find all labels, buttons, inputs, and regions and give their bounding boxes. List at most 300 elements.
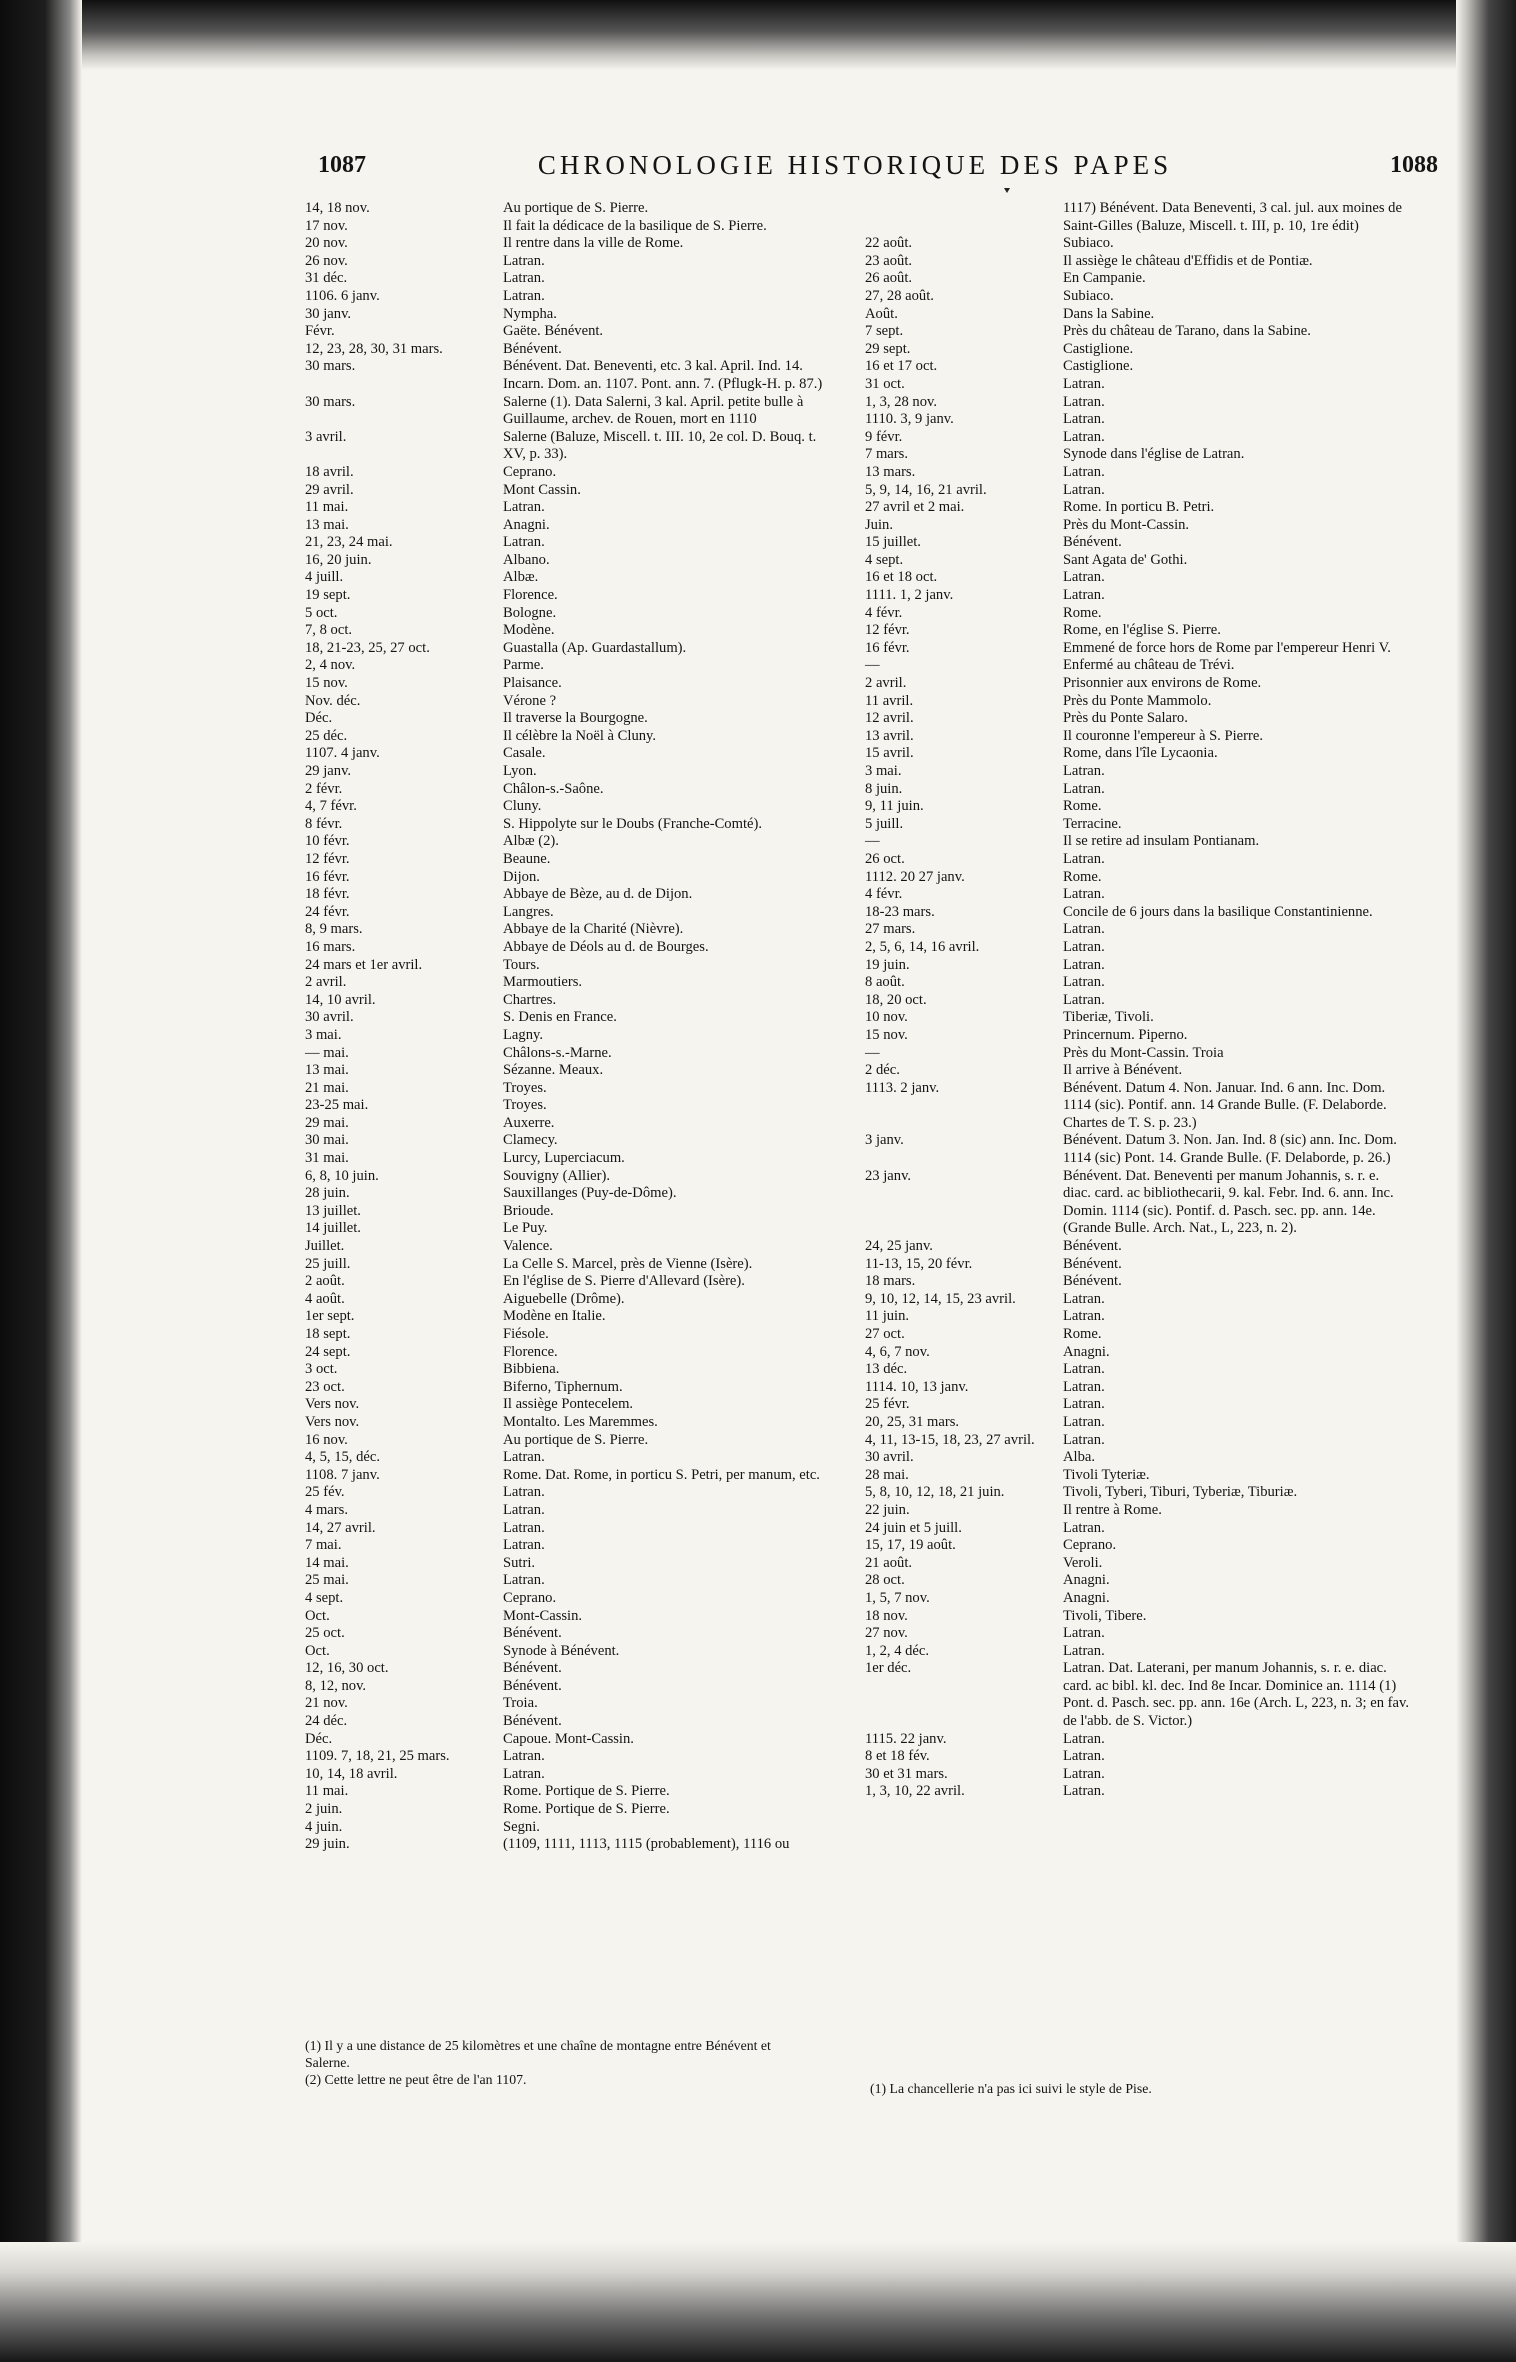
- entry-row: [865, 1308, 1410, 1326]
- entry-row: [305, 1115, 840, 1133]
- entry-row: [865, 411, 1410, 429]
- entry-date: 9, 10, 12, 14, 15, 23 avril.: [865, 1290, 1016, 1307]
- entry-place: Latran.: [1063, 1431, 1105, 1448]
- entry-row: [865, 869, 1410, 887]
- entry-row: [305, 1678, 840, 1696]
- entry-date: 19 sept.: [305, 587, 351, 604]
- entry-place: Latran.: [1063, 569, 1105, 586]
- entry-place: Latran.: [503, 252, 545, 269]
- entry-place: Beaune.: [503, 850, 551, 867]
- entry-row: [305, 1502, 840, 1520]
- entry-date: 2 août.: [305, 1273, 345, 1290]
- entry-row: [305, 1484, 840, 1502]
- entry-row: [305, 1748, 840, 1766]
- entry-date: 21 mai.: [305, 1079, 349, 1096]
- entry-date: 30 et 31 mars.: [865, 1765, 948, 1782]
- entry-place: Sauxillanges (Puy-de-Dôme).: [503, 1185, 677, 1202]
- entry-place: Latran.: [503, 534, 545, 551]
- entry-row: [305, 1379, 840, 1397]
- entry-place: Bénévent.: [503, 1713, 562, 1730]
- entry-date: 1109. 7, 18, 21, 25 mars.: [305, 1748, 450, 1765]
- entry-place: Latran.: [1063, 921, 1105, 938]
- entry-row: [305, 1608, 840, 1626]
- entry-date: Oct.: [305, 1642, 330, 1659]
- entry-row: [865, 1449, 1410, 1467]
- entry-place: Bénévent.: [1063, 1273, 1122, 1290]
- footnote: (1) Il y a une distance de 25 kilomètres et une chaîne de montagne entre Bénévent et Salerne.: [305, 2038, 771, 2070]
- entry-place: (1109, 1111, 1113, 1115 (probablement), 1116 ou: [503, 1836, 790, 1853]
- entry-row: [305, 816, 840, 834]
- entry-place: Bénévent.: [503, 1677, 562, 1694]
- entry-date: Oct.: [305, 1607, 330, 1624]
- entry-date: Nov. déc.: [305, 692, 361, 709]
- entry-place: Latran.: [1063, 393, 1105, 410]
- entry-place: Troyes.: [503, 1079, 547, 1096]
- entry-date: 25 oct.: [305, 1625, 345, 1642]
- entry-row: [305, 1396, 840, 1414]
- entry-row: [305, 693, 840, 711]
- entry-date: 16 févr.: [305, 868, 350, 885]
- entry-row: [865, 1132, 1410, 1167]
- entry-date: 15 nov.: [865, 1026, 908, 1043]
- entry-row: [865, 323, 1410, 341]
- entry-row: [305, 1537, 840, 1555]
- entry-place: Il célèbre la Noël à Cluny.: [503, 727, 657, 744]
- entry-place: Guastalla (Ap. Guardastallum).: [503, 639, 687, 656]
- entry-date: 11 avril.: [865, 692, 914, 709]
- entry-row: [305, 957, 840, 975]
- entry-place: Sézanne. Meaux.: [503, 1062, 604, 1079]
- entry-place: Castiglione.: [1063, 358, 1134, 375]
- entry-row: [305, 1590, 840, 1608]
- entry-date: 1115. 22 janv.: [865, 1730, 947, 1747]
- entry-place: Au portique de S. Pierre.: [503, 1431, 649, 1448]
- entry-row: [305, 1695, 840, 1713]
- entry-place: Lagny.: [503, 1026, 543, 1043]
- entry-date: 27 mars.: [865, 921, 916, 938]
- entry-place: Rome. Portique de S. Pierre.: [503, 1801, 670, 1818]
- entry-row: [305, 587, 840, 605]
- entry-date: 21 août.: [865, 1554, 913, 1571]
- entry-row: [865, 1555, 1410, 1573]
- entry-place: Bénévent. Dat. Beneventi per manum Johannis, s. r. e. diac. card. ac bibliothecarii, 9. kal. Febr. Ind. 6. ann. Inc. Domin. 1114 (sic). Pontif. d. Pasch. sec. pp. ann. 14e. (Grande Bulle. Arch. Nat., L, 223, n. 2).: [1063, 1167, 1394, 1237]
- entry-place: Clamecy.: [503, 1132, 558, 1149]
- entry-date: 7 mars.: [865, 446, 908, 463]
- entry-place: Tours.: [503, 956, 540, 973]
- entry-row: [305, 640, 840, 658]
- entry-place: Albæ (2).: [503, 833, 559, 850]
- entry-row: [865, 270, 1410, 288]
- footnote: (1) La chancellerie n'a pas ici suivi le style de Pise.: [870, 2081, 1152, 2096]
- footnotes-right: [870, 2080, 1410, 2097]
- entry-date: 27, 28 août.: [865, 287, 934, 304]
- entry-row: [865, 1731, 1410, 1749]
- entry-date: 11 juin.: [865, 1308, 910, 1325]
- entry-date: 5 juill.: [865, 815, 904, 832]
- entry-row: [305, 1220, 840, 1238]
- entry-row: [865, 886, 1410, 904]
- right-column: [865, 200, 1410, 1801]
- entry-date: 3 janv.: [865, 1132, 904, 1149]
- entry-place: Le Puy.: [503, 1220, 548, 1237]
- entry-row: [865, 1608, 1410, 1626]
- entry-place: Ceprano.: [503, 1589, 557, 1606]
- entry-date: 1106. 6 janv.: [305, 287, 380, 304]
- entry-date: 13 mai.: [305, 1062, 349, 1079]
- entry-place: Châlon-s.-Saône.: [503, 780, 604, 797]
- entry-place: Castiglione.: [1063, 340, 1134, 357]
- entry-place: Rome.: [1063, 868, 1102, 885]
- entry-row: [305, 657, 840, 675]
- entry-place: Prisonnier aux environs de Rome.: [1063, 675, 1262, 692]
- entry-row: [865, 1467, 1410, 1485]
- entry-place: Latran.: [1063, 780, 1105, 797]
- entry-date: 1er sept.: [305, 1308, 355, 1325]
- entry-row: [865, 816, 1410, 834]
- entry-row: [865, 482, 1410, 500]
- entry-place: Langres.: [503, 903, 554, 920]
- entry-place: Rome.: [1063, 604, 1102, 621]
- entry-row: [865, 904, 1410, 922]
- entry-place: Nympha.: [503, 305, 557, 322]
- entry-date: 28 oct.: [865, 1572, 905, 1589]
- entry-date: 9, 11 juin.: [865, 798, 924, 815]
- entry-row: [305, 1291, 840, 1309]
- entry-place: Latran.: [1063, 850, 1105, 867]
- entry-place: S. Hippolyte sur le Doubs (Franche-Comté).: [503, 815, 762, 832]
- entry-date: 3 mai.: [305, 1026, 342, 1043]
- entry-place: Capoue. Mont-Cassin.: [503, 1730, 634, 1747]
- entry-date: 31 oct.: [865, 375, 905, 392]
- entry-row: [865, 1238, 1410, 1256]
- entry-place: Latran.: [1063, 375, 1105, 392]
- entry-date: Vers nov.: [305, 1396, 360, 1413]
- entry-row: [305, 622, 840, 640]
- entry-place: Il traverse la Bourgogne.: [503, 710, 648, 727]
- entry-place: Latran. Dat. Laterani, per manum Johannis, s. r. e. diac. card. ac bibl. kl. dec. Ind 8e Incar. Dominice an. 1114 (1) Pont. d. Pasch. sec. pp. ann. 16e (Arch. L, 223, n. 3; en fav. de l'abb. de S. Victor.): [1063, 1660, 1409, 1730]
- entry-place: Souvigny (Allier).: [503, 1167, 611, 1184]
- entry-row: [305, 1731, 840, 1749]
- entry-row: [305, 200, 840, 218]
- entry-place: Tivoli, Tyberi, Tiburi, Tyberiæ, Tiburiæ.: [1063, 1484, 1298, 1501]
- entry-row: [865, 1344, 1410, 1362]
- entry-row: [865, 1590, 1410, 1608]
- entry-date: 22 juin.: [865, 1501, 910, 1518]
- entry-place: Latran.: [1063, 1308, 1105, 1325]
- entry-place: Emmené de force hors de Rome par l'empereur Henri V.: [1063, 639, 1391, 656]
- entry-row: [865, 306, 1410, 324]
- entry-place: Rome, dans l'île Lycaonia.: [1063, 745, 1218, 762]
- entry-place: Rome. Dat. Rome, in porticu S. Petri, per manum, etc.: [503, 1466, 820, 1483]
- entry-place: Subiaco.: [1063, 235, 1114, 252]
- entry-date: 1, 3, 10, 22 avril.: [865, 1783, 965, 1800]
- entry-row: [305, 1467, 840, 1485]
- entry-date: 22 août.: [865, 235, 913, 252]
- entry-row: [305, 904, 840, 922]
- scan-border-top: [0, 0, 1516, 70]
- entry-place: Aiguebelle (Drôme).: [503, 1290, 625, 1307]
- entry-date: 1108. 7 janv.: [305, 1466, 380, 1483]
- entry-date: 17 nov.: [305, 217, 348, 234]
- entry-place: Bénévent. Dat. Beneventi, etc. 3 kal. April. Ind. 14. Incarn. Dom. an. 1107. Pont. ann. 7. (Pflugk-H. p. 87.): [503, 358, 823, 392]
- entry-place: S. Denis en France.: [503, 1009, 617, 1026]
- entry-date: 7 sept.: [865, 323, 904, 340]
- entry-row: [305, 1555, 840, 1573]
- entry-row: [865, 1502, 1410, 1520]
- entry-row: [305, 605, 840, 623]
- entry-row: [865, 288, 1410, 306]
- entry-place: Bénévent.: [1063, 1238, 1122, 1255]
- entry-row: [865, 798, 1410, 816]
- entry-date: 16 et 17 oct.: [865, 358, 938, 375]
- entry-date: 24 déc.: [305, 1713, 348, 1730]
- entry-date: 29 janv.: [305, 763, 352, 779]
- entry-row: [865, 1256, 1410, 1274]
- entry-row: [305, 306, 840, 324]
- entry-row: [865, 745, 1410, 763]
- entry-place: Tivoli, Tibere.: [1063, 1607, 1147, 1624]
- entry-row: [865, 1080, 1410, 1133]
- entry-date: 1, 2, 4 déc.: [865, 1642, 930, 1659]
- entry-row: [865, 1326, 1410, 1344]
- entry-date: — mai.: [305, 1044, 349, 1061]
- entry-row: [865, 534, 1410, 552]
- entry-date: 12 févr.: [305, 850, 350, 867]
- entry-row: [305, 1062, 840, 1080]
- entry-date: 8 juin.: [865, 780, 903, 797]
- entry-date: 1107. 4 janv.: [305, 745, 380, 762]
- entry-place: En Campanie.: [1063, 270, 1146, 287]
- entry-row: [865, 1361, 1410, 1379]
- entry-date: 8 août.: [865, 974, 905, 991]
- entry-row: [865, 394, 1410, 412]
- entry-place: Auxerre.: [503, 1114, 555, 1131]
- entry-date: 12 avril.: [865, 710, 914, 727]
- entry-place: Latran.: [503, 1449, 545, 1466]
- entry-place: Près du Ponte Mammolo.: [1063, 692, 1212, 709]
- entry-date: 24 mars et 1er avril.: [305, 956, 423, 973]
- entry-place: Latran.: [1063, 956, 1105, 973]
- entry-place: Bénévent. Datum 4. Non. Januar. Ind. 6 ann. Inc. Dom. 1114 (sic). Pontif. ann. 14 Grande Bulle. (F. Delaborde. Chartes de T. S. p. 23.): [1063, 1079, 1387, 1131]
- entry-row: [865, 1396, 1410, 1414]
- entry-date: 2, 4 nov.: [305, 657, 356, 674]
- entry-date: 5, 8, 10, 12, 18, 21 juin.: [865, 1484, 1005, 1501]
- entry-row: [305, 1168, 840, 1186]
- entry-place: Tiberiæ, Tivoli.: [1063, 1009, 1154, 1026]
- entry-row: [305, 499, 840, 517]
- entry-row: [305, 1713, 840, 1731]
- entry-place: Tivoli Tyteriæ.: [1063, 1466, 1150, 1483]
- entry-row: [865, 1027, 1410, 1045]
- entry-row: [305, 482, 840, 500]
- entry-date: 4, 6, 7 nov.: [865, 1343, 930, 1360]
- entry-row: [305, 218, 840, 236]
- entry-place: Terracine.: [1063, 815, 1122, 832]
- entry-place: Bénévent. Datum 3. Non. Jan. Ind. 8 (sic) ann. Inc. Dom. 1114 (sic) Pont. 14. Grande Bulle. (F. Delaborde, p. 26.): [1063, 1132, 1397, 1167]
- entry-place: Latran.: [1063, 428, 1105, 445]
- entry-date: 18-23 mars.: [865, 903, 935, 920]
- entry-place: Latran.: [1063, 1413, 1105, 1430]
- entry-place: Près du Mont-Cassin. Troia: [1063, 1044, 1224, 1061]
- entry-place: Latran.: [503, 1765, 545, 1782]
- entry-date: 4, 11, 13-15, 18, 23, 27 avril.: [865, 1431, 1035, 1448]
- entry-place: Montalto. Les Maremmes.: [503, 1413, 658, 1430]
- entry-date: 31 mai.: [305, 1150, 349, 1167]
- entry-row: [865, 1273, 1410, 1291]
- entry-place: Près du Mont-Cassin.: [1063, 516, 1190, 533]
- entry-place: Synode à Bénévent.: [503, 1642, 620, 1659]
- entry-row: [305, 1045, 840, 1063]
- entry-place: Synode dans l'église de Latran.: [1063, 446, 1245, 463]
- entry-place: Latran.: [1063, 587, 1105, 604]
- entry-place: Bénévent.: [1063, 534, 1122, 551]
- entry-date: 3 mai.: [865, 763, 902, 779]
- entry-place: Subiaco.: [1063, 287, 1114, 304]
- entry-place: La Celle S. Marcel, près de Vienne (Isère).: [503, 1255, 753, 1272]
- entry-date: 20, 25, 31 mars.: [865, 1413, 960, 1430]
- entry-place: Salerne (1). Data Salerni, 3 kal. April. petite bulle à Guillaume, archev. de Rouen, mort en 1110: [503, 393, 804, 428]
- entry-row: [305, 675, 840, 693]
- entry-row: [305, 1819, 840, 1837]
- entry-row: [865, 605, 1410, 623]
- entry-date: 28 mai.: [865, 1466, 909, 1483]
- entry-place: Parme.: [503, 657, 544, 674]
- entry-place: Près du château de Tarano, dans la Sabine.: [1063, 323, 1311, 340]
- entry-place: Châlons-s.-Marne.: [503, 1044, 612, 1061]
- entry-place: Salerne (Baluze, Miscell. t. III. 10, 2e col. D. Bouq. t. XV, p. 33).: [503, 428, 817, 463]
- entry-row: [865, 1660, 1410, 1730]
- entry-date: 1111. 1, 2 janv.: [865, 587, 954, 604]
- entry-date: 23 oct.: [305, 1378, 345, 1395]
- entry-date: 2 févr.: [305, 780, 343, 797]
- entry-row: [305, 270, 840, 288]
- entry-date: 26 nov.: [305, 252, 348, 269]
- entry-row: [305, 869, 840, 887]
- entry-date: 13 juillet.: [305, 1202, 361, 1219]
- footnote: (2) Cette lettre ne peut être de l'an 1107.: [305, 2072, 527, 2087]
- entry-date: 4 juin.: [305, 1818, 343, 1835]
- entry-date: 15 avril.: [865, 745, 914, 762]
- entry-date: 16 nov.: [305, 1431, 348, 1448]
- entry-date: 19 juin.: [865, 956, 910, 973]
- entry-place: Chartres.: [503, 991, 557, 1008]
- entry-place: Lurcy, Luperciacum.: [503, 1150, 625, 1167]
- entry-place: Abbaye de Déols au d. de Bourges.: [503, 938, 709, 955]
- entry-date: 30 avril.: [865, 1449, 914, 1466]
- entry-place: Troia.: [503, 1695, 538, 1712]
- entry-place: Veroli.: [1063, 1554, 1103, 1571]
- entry-row: [865, 728, 1410, 746]
- entry-row: [865, 1379, 1410, 1397]
- entry-date: 5, 9, 14, 16, 21 avril.: [865, 481, 987, 498]
- entry-date: 18 avril.: [305, 463, 354, 480]
- entry-row: [865, 1537, 1410, 1555]
- entry-date: 8, 12, nov.: [305, 1677, 367, 1694]
- entry-date: Juillet.: [305, 1238, 345, 1255]
- entry-row: [305, 851, 840, 869]
- entry-row: [305, 288, 840, 306]
- entry-place: Latran.: [503, 1484, 545, 1501]
- entry-date: 1, 5, 7 nov.: [865, 1589, 930, 1606]
- entry-place: Latran.: [503, 1537, 545, 1554]
- entry-date: 31 déc.: [305, 270, 348, 287]
- entry-row: [305, 1238, 840, 1256]
- entry-date: 24 sept.: [305, 1343, 351, 1360]
- entry-date: 18 mars.: [865, 1273, 916, 1290]
- entry-row: [865, 1572, 1410, 1590]
- scan-border-right: [1456, 0, 1516, 2362]
- entry-place: Bologne.: [503, 604, 557, 621]
- caret-mark: [1004, 188, 1010, 193]
- entry-row: [305, 992, 840, 1010]
- entry-date: 24 févr.: [305, 903, 350, 920]
- entry-date: 4 sept.: [305, 1589, 344, 1606]
- entry-date: 12, 23, 28, 30, 31 mars.: [305, 340, 443, 357]
- entry-date: 3 oct.: [305, 1361, 338, 1378]
- entry-place: Biferno, Tiphernum.: [503, 1378, 623, 1395]
- entry-place: Il assiège le château d'Effidis et de Pontiæ.: [1063, 252, 1313, 269]
- entry-place: Il rentre dans la ville de Rome.: [503, 235, 684, 252]
- page-number-right: 1088: [1390, 152, 1438, 178]
- entry-row: [305, 1185, 840, 1203]
- entry-row: [305, 1660, 840, 1678]
- entry-date: 27 oct.: [865, 1326, 905, 1342]
- entry-place: Rome. Portique de S. Pierre.: [503, 1783, 670, 1800]
- page-number-left: 1087: [318, 152, 366, 178]
- entry-date: 1112. 20 27 janv.: [865, 868, 965, 885]
- entry-date: 8 févr.: [305, 815, 343, 832]
- entry-date: 18 févr.: [305, 886, 350, 903]
- entry-place: Latran.: [503, 270, 545, 287]
- entry-row: [865, 1168, 1410, 1238]
- entry-row: [305, 235, 840, 253]
- entry-place: Latran.: [1063, 1625, 1105, 1642]
- entry-row: [305, 464, 840, 482]
- entry-row: [305, 1326, 840, 1344]
- entry-row: [865, 851, 1410, 869]
- entry-place: Latran.: [1063, 1519, 1105, 1536]
- entry-row: [865, 1625, 1410, 1643]
- entry-row: [305, 1836, 840, 1854]
- entry-date: 30 mars.: [305, 393, 356, 410]
- entry-date: 4 févr.: [865, 604, 903, 621]
- entry-date: 2, 5, 6, 14, 16 avril.: [865, 938, 980, 955]
- entry-row: [305, 569, 840, 587]
- entry-date: Vers nov.: [305, 1413, 360, 1430]
- entry-row: [305, 517, 840, 535]
- entry-date: 30 mai.: [305, 1132, 349, 1149]
- entry-place: Latran.: [503, 499, 545, 516]
- entry-row: [305, 921, 840, 939]
- entry-date: 16 mars.: [305, 938, 356, 955]
- entry-place: Anagni.: [503, 516, 550, 533]
- entry-date: 6, 8, 10 juin.: [305, 1167, 379, 1184]
- entry-place: Latran.: [1063, 763, 1105, 779]
- entry-place: Latran.: [1063, 1730, 1105, 1747]
- entry-row: [305, 358, 840, 393]
- entry-row: [305, 1308, 840, 1326]
- entry-row: [305, 745, 840, 763]
- entry-place: Il assiège Pontecelem.: [503, 1396, 634, 1413]
- entry-date: 1113. 2 janv.: [865, 1079, 940, 1096]
- entry-place: Latran.: [503, 287, 545, 304]
- entry-date: 4 févr.: [865, 886, 903, 903]
- entry-date: —: [865, 833, 880, 850]
- entry-date: 2 déc.: [865, 1062, 900, 1079]
- entry-date: 7 mai.: [305, 1537, 342, 1554]
- entry-date: 10 nov.: [865, 1009, 908, 1026]
- entry-row: [305, 1097, 840, 1115]
